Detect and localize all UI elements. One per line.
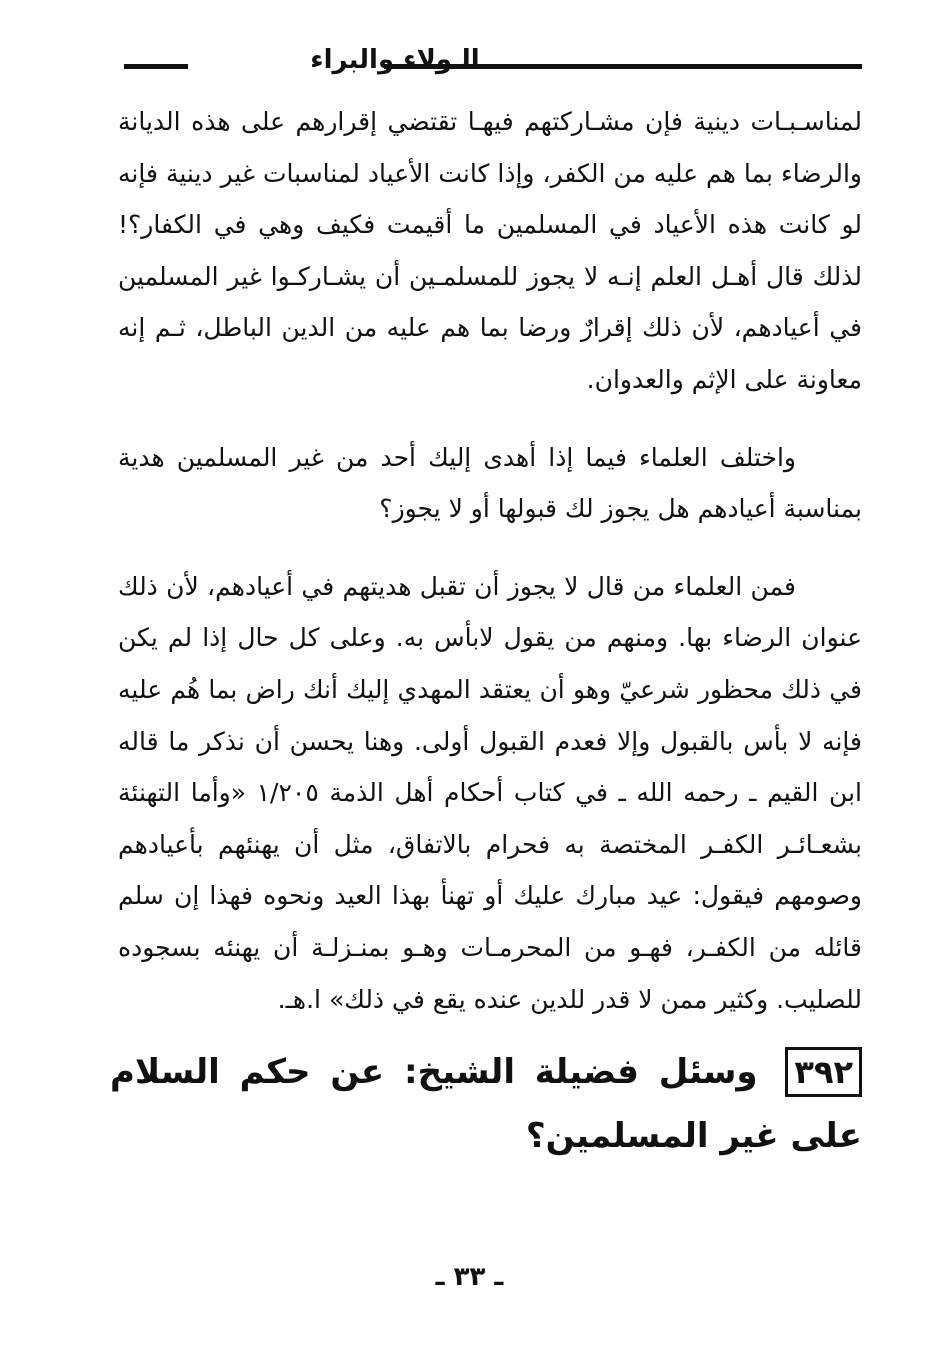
- question-number: ٣٩٢: [785, 1047, 862, 1097]
- paragraph-1: لمناسـبـات دينية فإن مشـاركتهم فيهـا تقتضي إقرارهم على هذه الديانة والرضاء بما هم عليه من الكفر، وإذا كانت الأعياد لمناسبات غير دينية فإنه لو كانت هذه الأعياد في المسلمين ما أقيمت فكيف وهي في الكفار؟! لذلك قال أهـل العلم إنـه لا يجوز للمسلمـين أن يشـاركـوا غير المسلمين في أعيادهم، لأن ذلك إقرارٌ ورضا بما هم عليه من الدين الباطل، ثـم إنه معاونة على الإثم والعدوان.: [118, 107, 862, 394]
- header-rule-left: [124, 64, 188, 69]
- paragraph-2: واختلف العلماء فيما إذا أهدى إليك أحد من غير المسلمين هدية بمناسبة أعيادهم هل يجوز لك قبولها أو لا يجوز؟: [118, 442, 862, 524]
- header-title: الـولاء والبراء: [310, 45, 480, 75]
- running-header: [110, 42, 862, 82]
- question-block: [110, 1040, 862, 1168]
- paragraph-3: فمن العلماء من قال لا يجوز أن تقبل هديتهم في أعيادهم، لأن ذلك عنوان الرضاء بها. ومنهم من يقول لابأس به. وعلى كل حال إذا لم يكن في ذلك محظور شرعيّ وهو أن يعتقد المهدي إليك أنك راض بما هُم عليه فإنه لا بأس بالقبول وإلا فعدم القبول أولى. وهنا يحسن أن نذكر ما قاله ابن القيم ـ رحمه الله ـ في كتاب أحكام أهل الذمة ١/٢٠٥ «وأما التهنئة بشعـائـر الكفـر المختصة به فحرام بالاتفاق، مثل أن يهنئهم بأعيادهم وصومهم فيقول: عيد مبارك عليك أو تهنأ بهذا العيد ونحوه فهذا إن سلم قائله من الكفـر، فهـو من المحرمـات وهـو بمنـزلـة أن يهنئه بسجوده للصليب. وكثير ممن لا قدر للدين عنده يقع في ذلك» ا.هـ.: [118, 571, 862, 1014]
- question-text: وسئل فضيلة الشيخ: عن حكم السلام على غير المسلمين؟: [110, 1052, 862, 1156]
- page-number: ـ ٣٣ ـ: [435, 1262, 504, 1292]
- body-text: [118, 96, 862, 1051]
